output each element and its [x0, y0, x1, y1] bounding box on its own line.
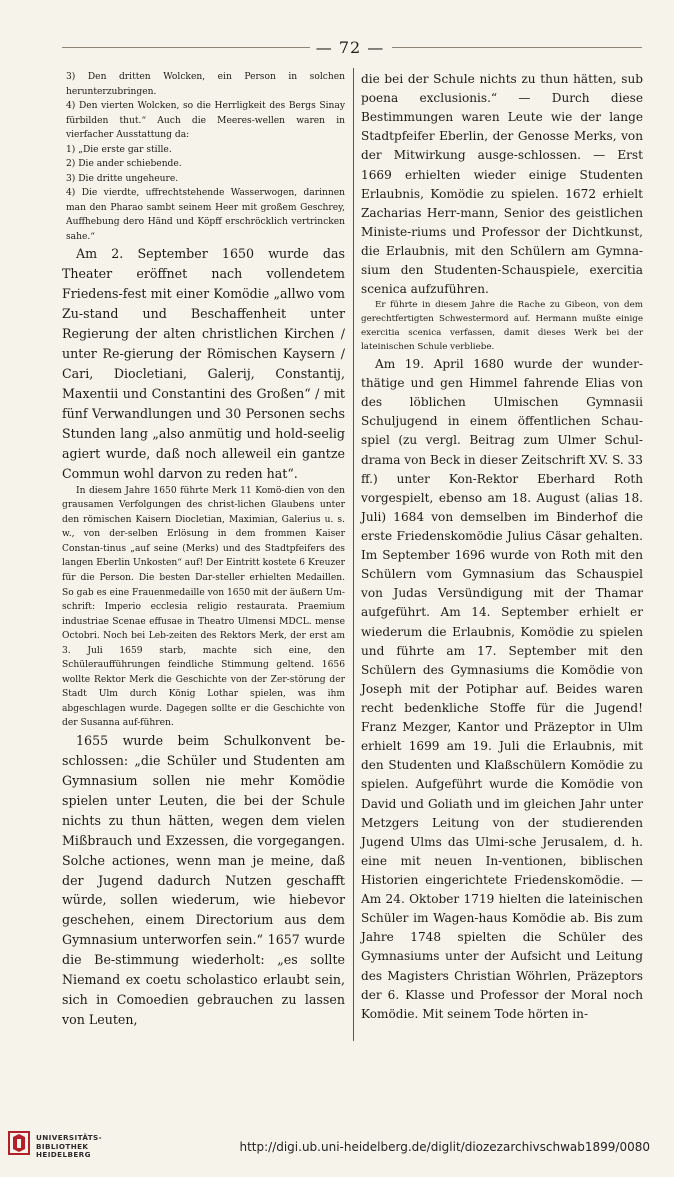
left-column-paragraph: 4) Den vierten Wolcken, so die Herrligkeit des Bergs Sinay fürbilden thut.“ Auch die Meeres-wellen waren in vierfacher Ausstattung da: [66, 101, 345, 141]
left-column-paragraph: Am 2. September 1650 wurde das Theater eröffnet nach vollendetem Friedens-fest mit einer Komödie „allwo vom Zu-stand und Beschaffenheit unter Regierung der alten christlichen Kirchen / unter Re-gierung der Römischen Kaysern / Cari, Diocletiani, Galerij, Constantij, Maxentii und Constantini des Großen“ / mit fünf Verwandlungen und 30 Personen sechs Stunden lang „also anmütig und hold-seelig agiert wurde, daß noch alleweil ein gantze Commun wohl darvon zu reden hat“. [62, 246, 345, 481]
header-rule-left [62, 47, 310, 48]
footer [0, 1118, 674, 1168]
left-column-paragraph: 2) Die ander schiebende. [66, 159, 182, 170]
right-column-paragraph: Am 19. April 1680 wurde der wunder-thätige und gen Himmel fahrende Elias von des löblichen Ulmischen Gymnasii Schuljugend in einem öffentlichen Schau-spiel (zu vergl. Beitrag zum Ulmer Schul-drama von Beck in dieser Zeitschrift XV. S. 33 ff.) unter Kon-Rektor Eberhard Roth vorgespielt, ebenso am 18. August (alias 18. Juli) 1684 von demselben im Binderhof die erste Friedenskomödie Julius Cäsar gehalten. Im September 1696 wurde von Roth mit den Schülern vom Gymnasium das Schauspiel von Judas Versündigung mit der Thamar aufgeführt. Am 14. September erhielt er wiederum die Erlaubnis, Komödie zu spielen und führte am 17. September mit den Schülern des Gymnasiums die Komödie von Joseph mit der Potiphar auf. Beides waren recht bedenkliche Stoffe für die Jugend! Franz Mezger, Kantor und Präzeptor in Ulm erhielt 1699 am 19. Juli die Erlaubnis, mit den Studenten und Klaßschülern Komödie zu spielen. Aufgeführt wurde die Komödie von David und Goliath und im gleichen Jahr unter Metzgers Leitung von der studierenden Jugend Ulms das Ulmi-sche Jerusalem, d. h. eine mit neuen In-ventionen, biblischen Historien eingerichtete Friedenskomödie. — Am 24. Oktober 1719 hielten die lateinischen Schüler im Wagen-haus Komödie ab. Bis zum Jahre 1748 spielten die Schüler des Gymnasiums unter der Aufsicht und Leitung des Magisters Christian Wöhrlen, Präzeptors der 6. Klasse und Professor der Moral noch Komödie. Mit seinem Tode hörten in- [361, 357, 643, 1021]
library-logo-icon[interactable] [8, 1130, 30, 1156]
library-name [36, 1134, 102, 1160]
left-column-paragraph: 1) „Die erste gar stille. [66, 144, 172, 155]
right-column [361, 70, 643, 1024]
right-column-paragraph: die bei der Schule nichts zu thun hätten, sub poena exclusionis.“ — Durch diese Bestimmungen waren Leute wie der lange Stadtpfeifer Eberlin, der Genosse Merks, von der Mitwirkung ausge-schlossen. — Erst 1669 erhielten wieder einige Studenten Erlaubnis, Komödie zu spielen. 1672 erhielt Zacharias Herr-mann, Senior des geistlichen Ministe-riums und Professor der Dichtkunst, die Erlaubnis, mit den Schülern am Gymna-sium den Studenten-Schauspiele, exercitia scenica aufzuführen. [361, 72, 643, 297]
right-column-paragraph: Er führte in diesem Jahre die Rache zu Gibeon, von dem gerechtfertigten Schwestermord auf. Hermann mußte einige exercitia scenica verfassen, damit dieses Werk bei der lateinischen Schule verbliebe. [361, 300, 643, 353]
left-column-paragraph: 3) Den dritten Wolcken, ein Person in solchen herunterzubringen. [66, 72, 345, 97]
left-column [62, 70, 345, 1030]
library-name-line: UNIVERSITÄTS- [36, 1133, 102, 1142]
left-column-paragraph: 4) Die vierdte, uffrechtstehende Wasserwogen, darinnen man den Pharao sambt seinem Heer mit großem Geschrey, Auffhebung dero Händ und Köpff erschröcklich vertrincken sahe.“ [66, 188, 345, 242]
left-column-paragraph: 3) Die dritte ungeheure. [66, 173, 179, 184]
header-rule-right [392, 47, 642, 48]
page-number: — 72 — [315, 38, 385, 57]
source-url-link[interactable]: http://digi.ub.uni-heidelberg.de/diglit/diozezarchivschwab1899/0080 [239, 1140, 650, 1154]
library-name-line: BIBLIOTHEK [36, 1141, 89, 1151]
library-name-line: HEIDELBERG [36, 1150, 91, 1159]
column-rule [353, 68, 354, 1041]
left-column-paragraph: In diesem Jahre 1650 führte Merk 11 Komö-dien von den grausamen Verfolgungen des christ-lichen Glaubens unter den römischen Kaisern Diocletian, Maximian, Galerius u. s. w., von der-selben Erlösung in dem frommen Kaiser Constan-tinus „auf seine (Merks) und des Stadtpfeifers des langen Eberlin Unkosten“ auf! Der Eintritt kostete 6 Kreuzer für die Person. Die besten Dar-steller erhielten Medaillen. So gab es eine Frauenmedaille von 1650 mit der äußern Um-schrift: Imperio ecclesia religio restaurata. Praemium industriae Scenae effusae in Theatro Ulmensi MDCL. mense Octobri. Noch bei Leb-zeiten des Rektors Merk, der erst am 3. Juli 1659 starb, machte sich eine, den Schüleraufführungen feindliche Stimmung geltend. 1656 wollte Rektor Merk die Geschichte von der Zer-störung der Stadt Ulm durch König Lothar spielen, was ihm abgeschlagen wurde. Dagegen sollte er die Geschichte von der Susanna auf-führen. [62, 485, 345, 729]
left-column-paragraph: 1655 wurde beim Schulkonvent be-schlossen: „die Schüler und Studenten am Gymnasium sollen nie mehr Komödie spielen unter Leuten, die bei der Schule nichts zu thun hätten, wegen dem vielen Mißbrauch und Exzessen, die vorgegangen. Solche actiones, wenn man je meine, daß der Jugend dadurch Nutzen geschafft würde, sollen wiederum, wie hiebevor geschehen, einem Directorium aus dem Gymnasium unterworfen sein.“ 1657 wurde die Be-stimmung wiederholt: „es sollte Niemand ex coetu scholastico erlaubt sein, sich in Comoedien gebrauchen zu lassen von Leuten, [62, 732, 345, 1028]
